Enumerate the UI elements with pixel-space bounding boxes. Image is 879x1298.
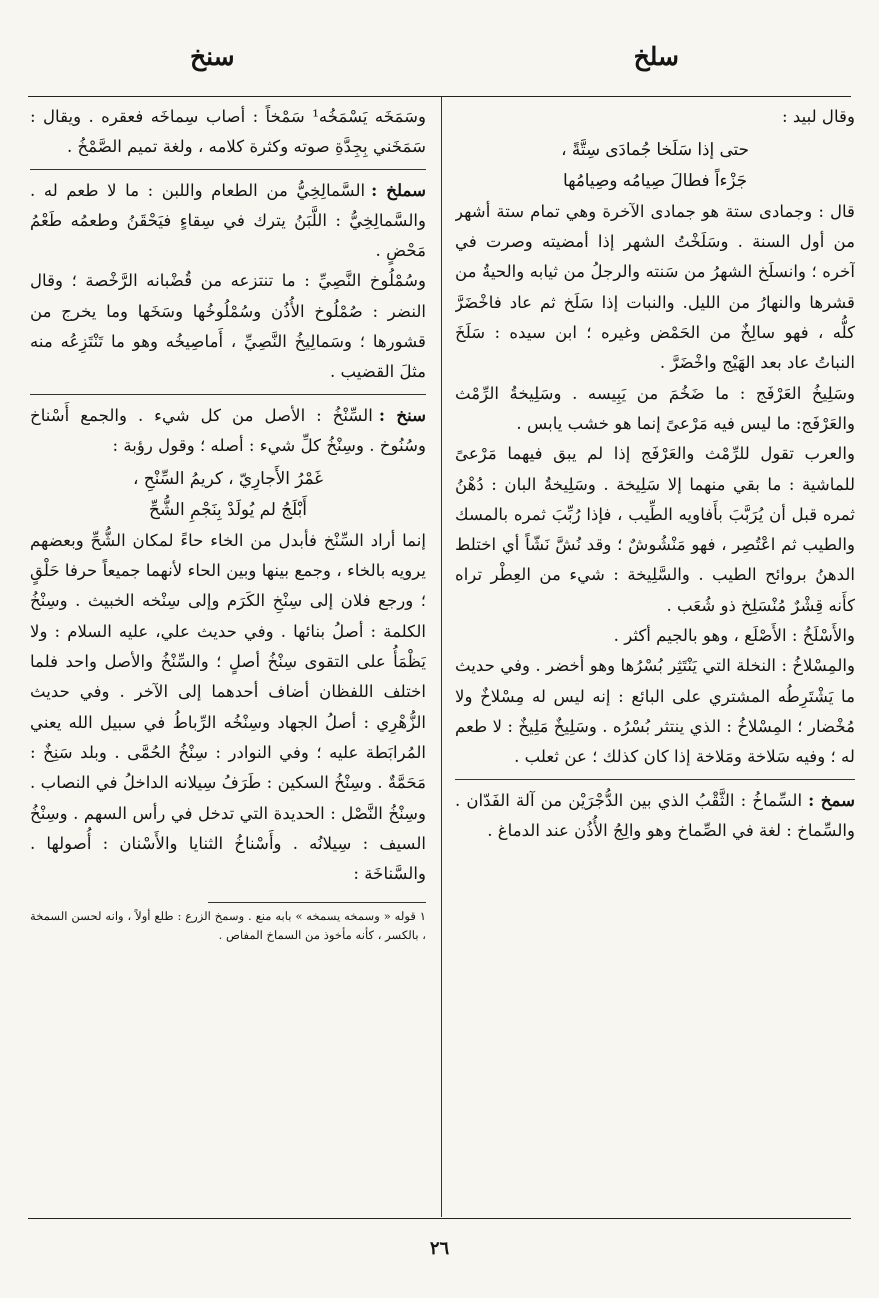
right-column [455,100,855,1215]
paragraph: إنما أراد السِّنْخ فأبدل من الخاء حاءً لمكان الشُّحِّ وبعضهم يرويه بالخاء ، وجمع بينها وبين الحاء لأنهما جميعاً حرفا حَلْقٍ ؛ ورجع فلان إلى سِنْخِ الكَرَم وإلى سِنْخه الخبيث . وسِنْخُ الكلمة : أصلُ بنائها . وفي حديث علي، عليه السلام : ولا يَظْمَأُ على التقوى سِنْخُ أصلٍ ؛ والسِّنْخُ والأصل واحد فلما اختلف اللفظان أضاف أحدهما إلى الآخر . وفي حديث الزُّهْرِي : أصلُ الجهاد وسِنْخُه الرِّباطُ في سبيل الله يعني المُرابَطة عليه ؛ وفي النوادر : سِنْخُ الحُمَّى . وبلد سَنِخٌ : مَحَمَّةٌ . وسِنْخُ السكين : طَرَفُ سِيلانه الداخلُ في النصاب . وسِنْخُ النَّصْل : الحديدة التي تدخل في رأس السهم . وسِنْخُ السيف : سِيلانُه . وأَسْناخُ الثنايا والأَسْنان : أُصولها . والسَّناخَة : [30,530,426,884]
paragraph [30,400,426,462]
entry-sumkh-continued [30,100,426,169]
running-head-right: سلخ [633,42,679,71]
verse-labid [455,132,855,197]
page-number: ٢٦ [429,1238,450,1259]
entry-salakh-continued [455,100,855,779]
paragraph: وسَلِيخُ العَرْفَج : ما ضَخُمَ من يَبِيسه . وسَلِيخةُ الرِّمْث والعَرْفَج: ما ليس فيه مَرْعىً إنما هو خشب يابس . [455,383,855,433]
headword: سملخ : [371,179,426,200]
entry-samlakh [30,169,426,394]
verse-hemistich-1: حتى إذا سَلَخا جُمادَى سِتَّةً ، [561,139,749,160]
entry-sumkh [455,779,855,853]
paragraph: والعرب تقول للرِّمْث والعَرْفَج إذا لم يبق فيهما مَرْعىً للماشية : ما بقي منهما إلا سَلِيخة . وسَلِيخةُ البان : دُهْنُ ثمره قبل أن يُرَبَّبَ بأَفاويه الطِّيب ، فإذا رُبِّبَ ثمره بالمسك والطيب ثم اعْتُصِر ، فهو مَنْشُوشٌ ؛ وقد نُشَّ نَشّاً أي اختلط الدهنُ بروائح الطيب . والسَّلِيخة : شيء من العِطْر تراه كأَنه قِشْرٌ مُنْسَلِخ ذو شُعَب . [455,444,855,615]
verse-hemistich-2: جَزْءاً فطالَ صِيامُه وصِيامُها [562,169,748,190]
header-rule [28,96,851,97]
headword: سنخ : [378,404,426,425]
headword: سمخ : [808,789,855,810]
footnote-rule [208,902,426,903]
paragraph [30,175,426,267]
footer-rule [28,1218,851,1219]
verse-ruba [30,461,426,526]
left-column [30,100,426,1215]
paragraph: وسُمْلُوخ النَّصِيِّ : ما تنتزعه من قُضْبانه الرَّخْصة ؛ وقال النضر : صُمْلُوخ الأُذُن وسُمْلُوخُها وسَخَها وما يخرج من قشورها ؛ وسَمالِيخُ النَّصِيِّ ، أَماصِيخُه وهو ما تَنْتَزِعُه منه مثلَ القضيب . [30,271,426,382]
paragraph [455,785,855,847]
verse-hemistich-2: أَبْلَجُ لم يُولَدْ بِنَجْمِ الشُّحِّ [149,498,307,519]
column-divider [441,97,442,1217]
intro-line: وقال لبيد : [782,107,855,126]
footnote: ١ قوله « وسمخه يسمخه » بابه منع . وسمخ الزرع : طلع أولاً ، وانه لحسن السمخة ، بالكسر ، كأنه مأخوذ من السماخ المفاص . [30,909,426,943]
paragraph: وسَمَخَه يَسْمَخُه¹ سَمْخاً : أصاب سِماخَه فعقره . ويقال : سَمَخَني بِجِدَّةِ صوته وكثرة كلامه ، ولغة تميم الصَّمْخُ . [30,107,426,157]
paragraph: قال : وجمادى ستة هو جمادى الآخرة وهي تمام ستة أشهر من أول السنة . وسَلَخْتُ الشهر إذا أمضيته وصرت في آخره ؛ وانسلَخ الشهرُ من سَنته والرجلُ من ثيابه والحيةُ من قشرها والنهارُ من الليل. والنبات إذا سَلَخ ثم عاد فاخْضَرَّ كلُّه ، فهو سالِخٌ من الحَمْض وغيره ؛ ابن سيده : سَلَخَ النباتُ عاد بعد الهَيْج واخْضَرَّ . [455,201,855,373]
running-head-left: سنخ [190,42,235,71]
entry-text: السِّماخُ : الثَّقْبُ الذي بين الدُّجْرَيْن من آلة الفَدّان . والسِّماخ : لغة في الصِّماخ وهو والِجُ الأُذُن عند الدماغ . [455,790,855,840]
verse-hemistich-1: غَمْرُ الأَجارِيّ ، كريمُ السِّنْحِ ، [133,468,323,489]
paragraph: والأَسْلَخُ : الأَصْلَع ، وهو بالجيم أكثر . [613,626,855,646]
entry-text: السِّنْخُ : الأصل من كل شيء . والجمع أَسْناخ وسُنُوخ . وسِنْخُ كلِّ شيء : أصله ؛ وقول رؤبة : [30,405,426,455]
paragraph: والمِسْلاخُ : النخلة التي يَنْتَثِر بُسْرُها وهو أخضر . وفي حديث ما يَشْتَرِطُه المشتري على البائع : إنه ليس له مِسْلاخٌ ولا مُخْضار ؛ المِسْلاخُ : الذي ينتثر بُسْرُه . وسَلِيخٌ مَلِيخٌ : لا طعم له ؛ وفيه سَلاخة ومَلاخة إذا كان كذلك ؛ عن ثعلب . [455,656,855,767]
entry-sinkh [30,394,426,896]
entry-text: السَّمالِخِيُّ من الطعام واللبن : ما لا طعم له . والسَّمالِخِيُّ : اللَّبَنُ يترك في سِقاءٍ فيَحْقَنُ وطعمُه طَعْمُ مَحْضٍ . [30,180,426,261]
